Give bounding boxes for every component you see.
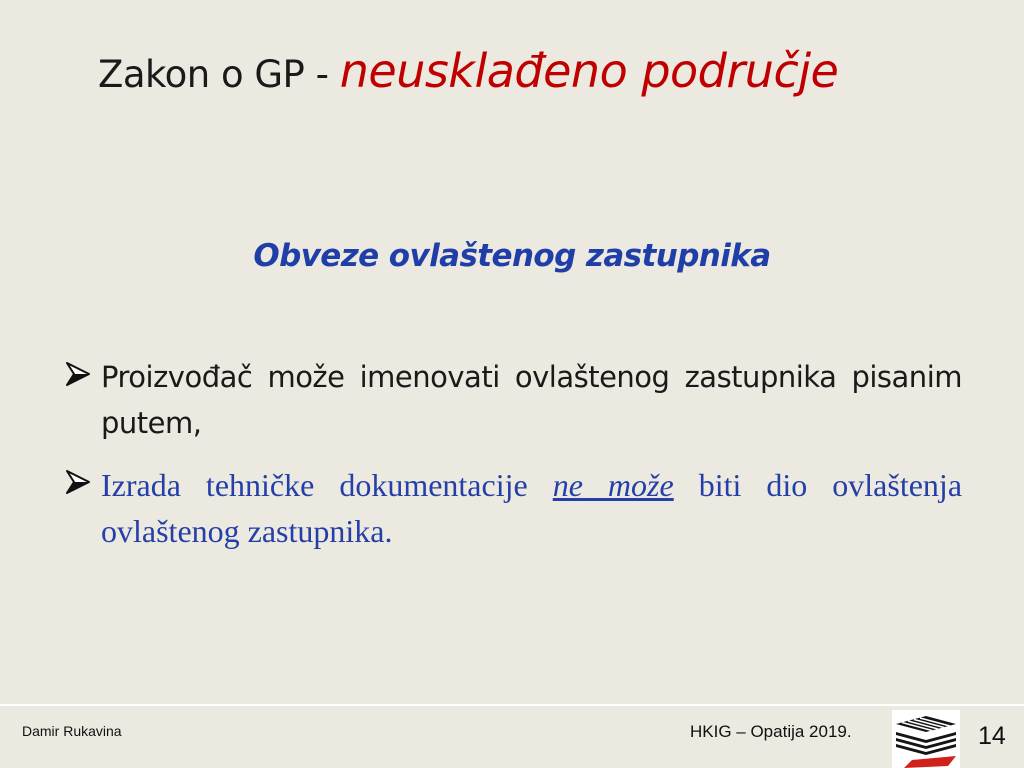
slide-title <box>98 44 838 98</box>
arrow-bullet-icon <box>64 360 92 388</box>
bullet-text-2-after: biti dio ovlaštenja ovlaštenog zastupnika. <box>101 467 963 549</box>
bullet-text-2-before: Izrada tehničke dokumentacije <box>101 467 553 503</box>
page-number: 14 <box>978 722 1006 750</box>
subheading: Obveze ovlaštenog zastupnika <box>253 238 771 274</box>
bullet-item-1 <box>64 354 962 446</box>
arrow-bullet-icon <box>64 468 92 496</box>
hkig-logo-icon <box>892 710 960 768</box>
title-plain: Zakon o GP - <box>98 53 340 96</box>
bullet-text-2-underlined: ne može <box>552 467 674 503</box>
bullet-text-1: Proizvođač može imenovati ovlaštenog zastupnika pisanim putem, <box>101 360 962 440</box>
footer-author: Damir Rukavina <box>22 723 122 739</box>
bullet-list <box>64 354 962 554</box>
footer-divider <box>0 704 1024 706</box>
title-accent: neusklađeno područje <box>339 44 839 98</box>
footer-event: HKIG – Opatija 2019. <box>690 722 852 741</box>
bullet-item-2 <box>64 462 962 554</box>
